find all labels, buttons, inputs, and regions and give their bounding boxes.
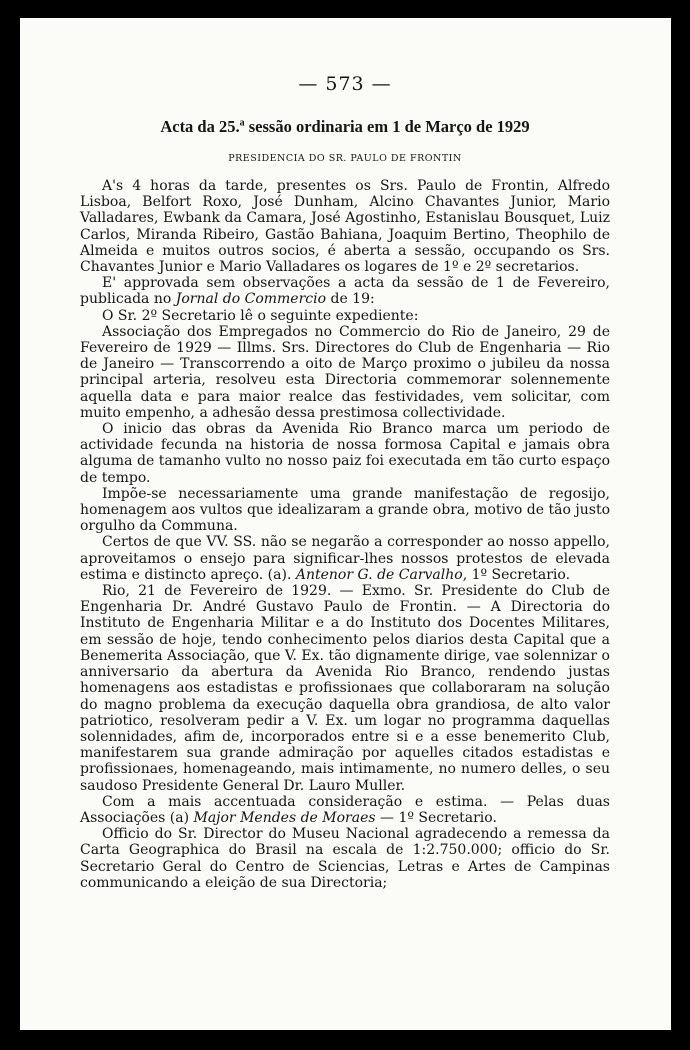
page-number: — 573 — (298, 73, 392, 95)
paragraph-closing-letter (80, 534, 610, 583)
paragraph-homage: Impõe-se necessariamente uma grande manifestação de regosijo, homenagem aos vultos que idealizaram a grande obra, motivo de tão justo orgulho da Communa. (80, 485, 610, 535)
paragraph-regards (80, 794, 610, 826)
signatory-name: Antenor G. de Carvalho (295, 566, 463, 583)
minutes-title (80, 117, 610, 137)
regards-text-end: — 1º Secretario. (375, 809, 497, 826)
paragraph-military-letter: Rio, 21 de Fevereiro de 1929. — Exmo. Sr. Presidente do Club de Engenharia Dr. André Gustavo Paulo de Frontin. — A Directoria do Instituto de Engenharia Militar e a do Instituto dos Docentes Militares, em sessão de hoje, tendo conhecimento pelos diarios desta Capital que a Benemerita Associação, que V. Ex. tão dignamente dirige, vae solennizar o anniversario da abertura da Avenida Rio Branco, rendendo justas homenagens aos estadistas e profissionaes que collaboraram na solução do magno problema da execução daquella obra grandiosa, de alto valor patriotico, resolveram pedir a V. Ex. um logar no programma daquellas solennidades, afim de, incorporados entre si e a esse benemerito Club, manifestarem sua grande admiração por aquelles citados estadistas e profissionaes, homenageando, mais intimamente, no numero delles, o seu saudoso Presidente General Dr. Lauro Muller. (80, 583, 610, 794)
title-superscript: a (239, 117, 245, 129)
regards-text: Com a mais accentuada consideração e estima. — Pelas duas Associações (a) (80, 793, 610, 826)
paragraph-approval (80, 275, 610, 307)
newspaper-name: Jornal do Commercio (175, 291, 327, 308)
title-text-end: sessão ordinaria em 1 de Março de 1929 (244, 117, 530, 136)
paragraph-museum-office: Officio do Sr. Director do Museu Nacional agradecendo a remessa da Carta Geographica do Brasil na escala de 1:2.750.000; officio do Sr. Secretario Geral do Centro de Sciencias, Letras e Artes de Campinas communicando a eleição de sua Directoria; (80, 826, 610, 891)
major-signatory: Major Mendes de Moraes (193, 809, 376, 826)
paragraph-association-letter: Associação dos Empregados no Commercio do Rio de Janeiro, 29 de Fevereiro de 1929 — Illms. Srs. Directores do Club de Engenharia — Rio de Janeiro — Transcorrendo a oito de Março proximo o jubileu da nossa principal arteria, resolveu esta Directoria commemorar solennemente aquella data e para maior realce das festividades, vem solicitar, com muito empenho, a adhesão dessa prestimosa collectividade. (80, 323, 610, 421)
paragraph-opening: A's 4 horas da tarde, presentes os Srs. Paulo de Frontin, Alfredo Lisboa, Belfort Roxo, José Dunham, Alcino Chavantes Junior, Mario Valladares, Ewbank da Camara, José Agostinho, Estanislau Bousquet, Luiz Carlos, Miranda Ribeiro, Gastão Bahiana, Joaquim Bertino, Theophilo de Almeida e muitos outros socios, é aberta a sessão, occupando os Srs. Chavantes Junior e Mario Valladares os logares de 1º e 2º secretarios. (80, 178, 610, 276)
presidency-line: PRESIDENCIA DO SR. PAULO DE FRONTIN (228, 153, 462, 164)
paragraph-avenida-works: O inicio das obras da Avenida Rio Branco marca um periodo de actividade fecunda na historia de nossa formosa Capital e jamais obra alguma de tamanho vulto no nosso paiz foi executada em tão curto espaço de tempo. (80, 421, 610, 486)
document-body (80, 73, 610, 891)
paragraph-expediente: O Sr. 2º Secretario lê o seguinte expediente: (102, 307, 419, 324)
closing-text-end: , 1º Secretario. (462, 566, 571, 583)
document-page (20, 18, 671, 1030)
title-text: Acta da 25. (160, 117, 240, 136)
approval-text-end: de 19: (326, 291, 375, 308)
approval-text: E' approvada sem observações a acta da sessão de 1 de Fevereiro, publicada no (80, 275, 610, 308)
closing-text: Certos de que VV. SS. não se negarão a corresponder ao nosso appello, aproveitamos o ensejo para significar-lhes nossos protestos de elevada estima e distincto apreço. (a). (80, 534, 610, 583)
